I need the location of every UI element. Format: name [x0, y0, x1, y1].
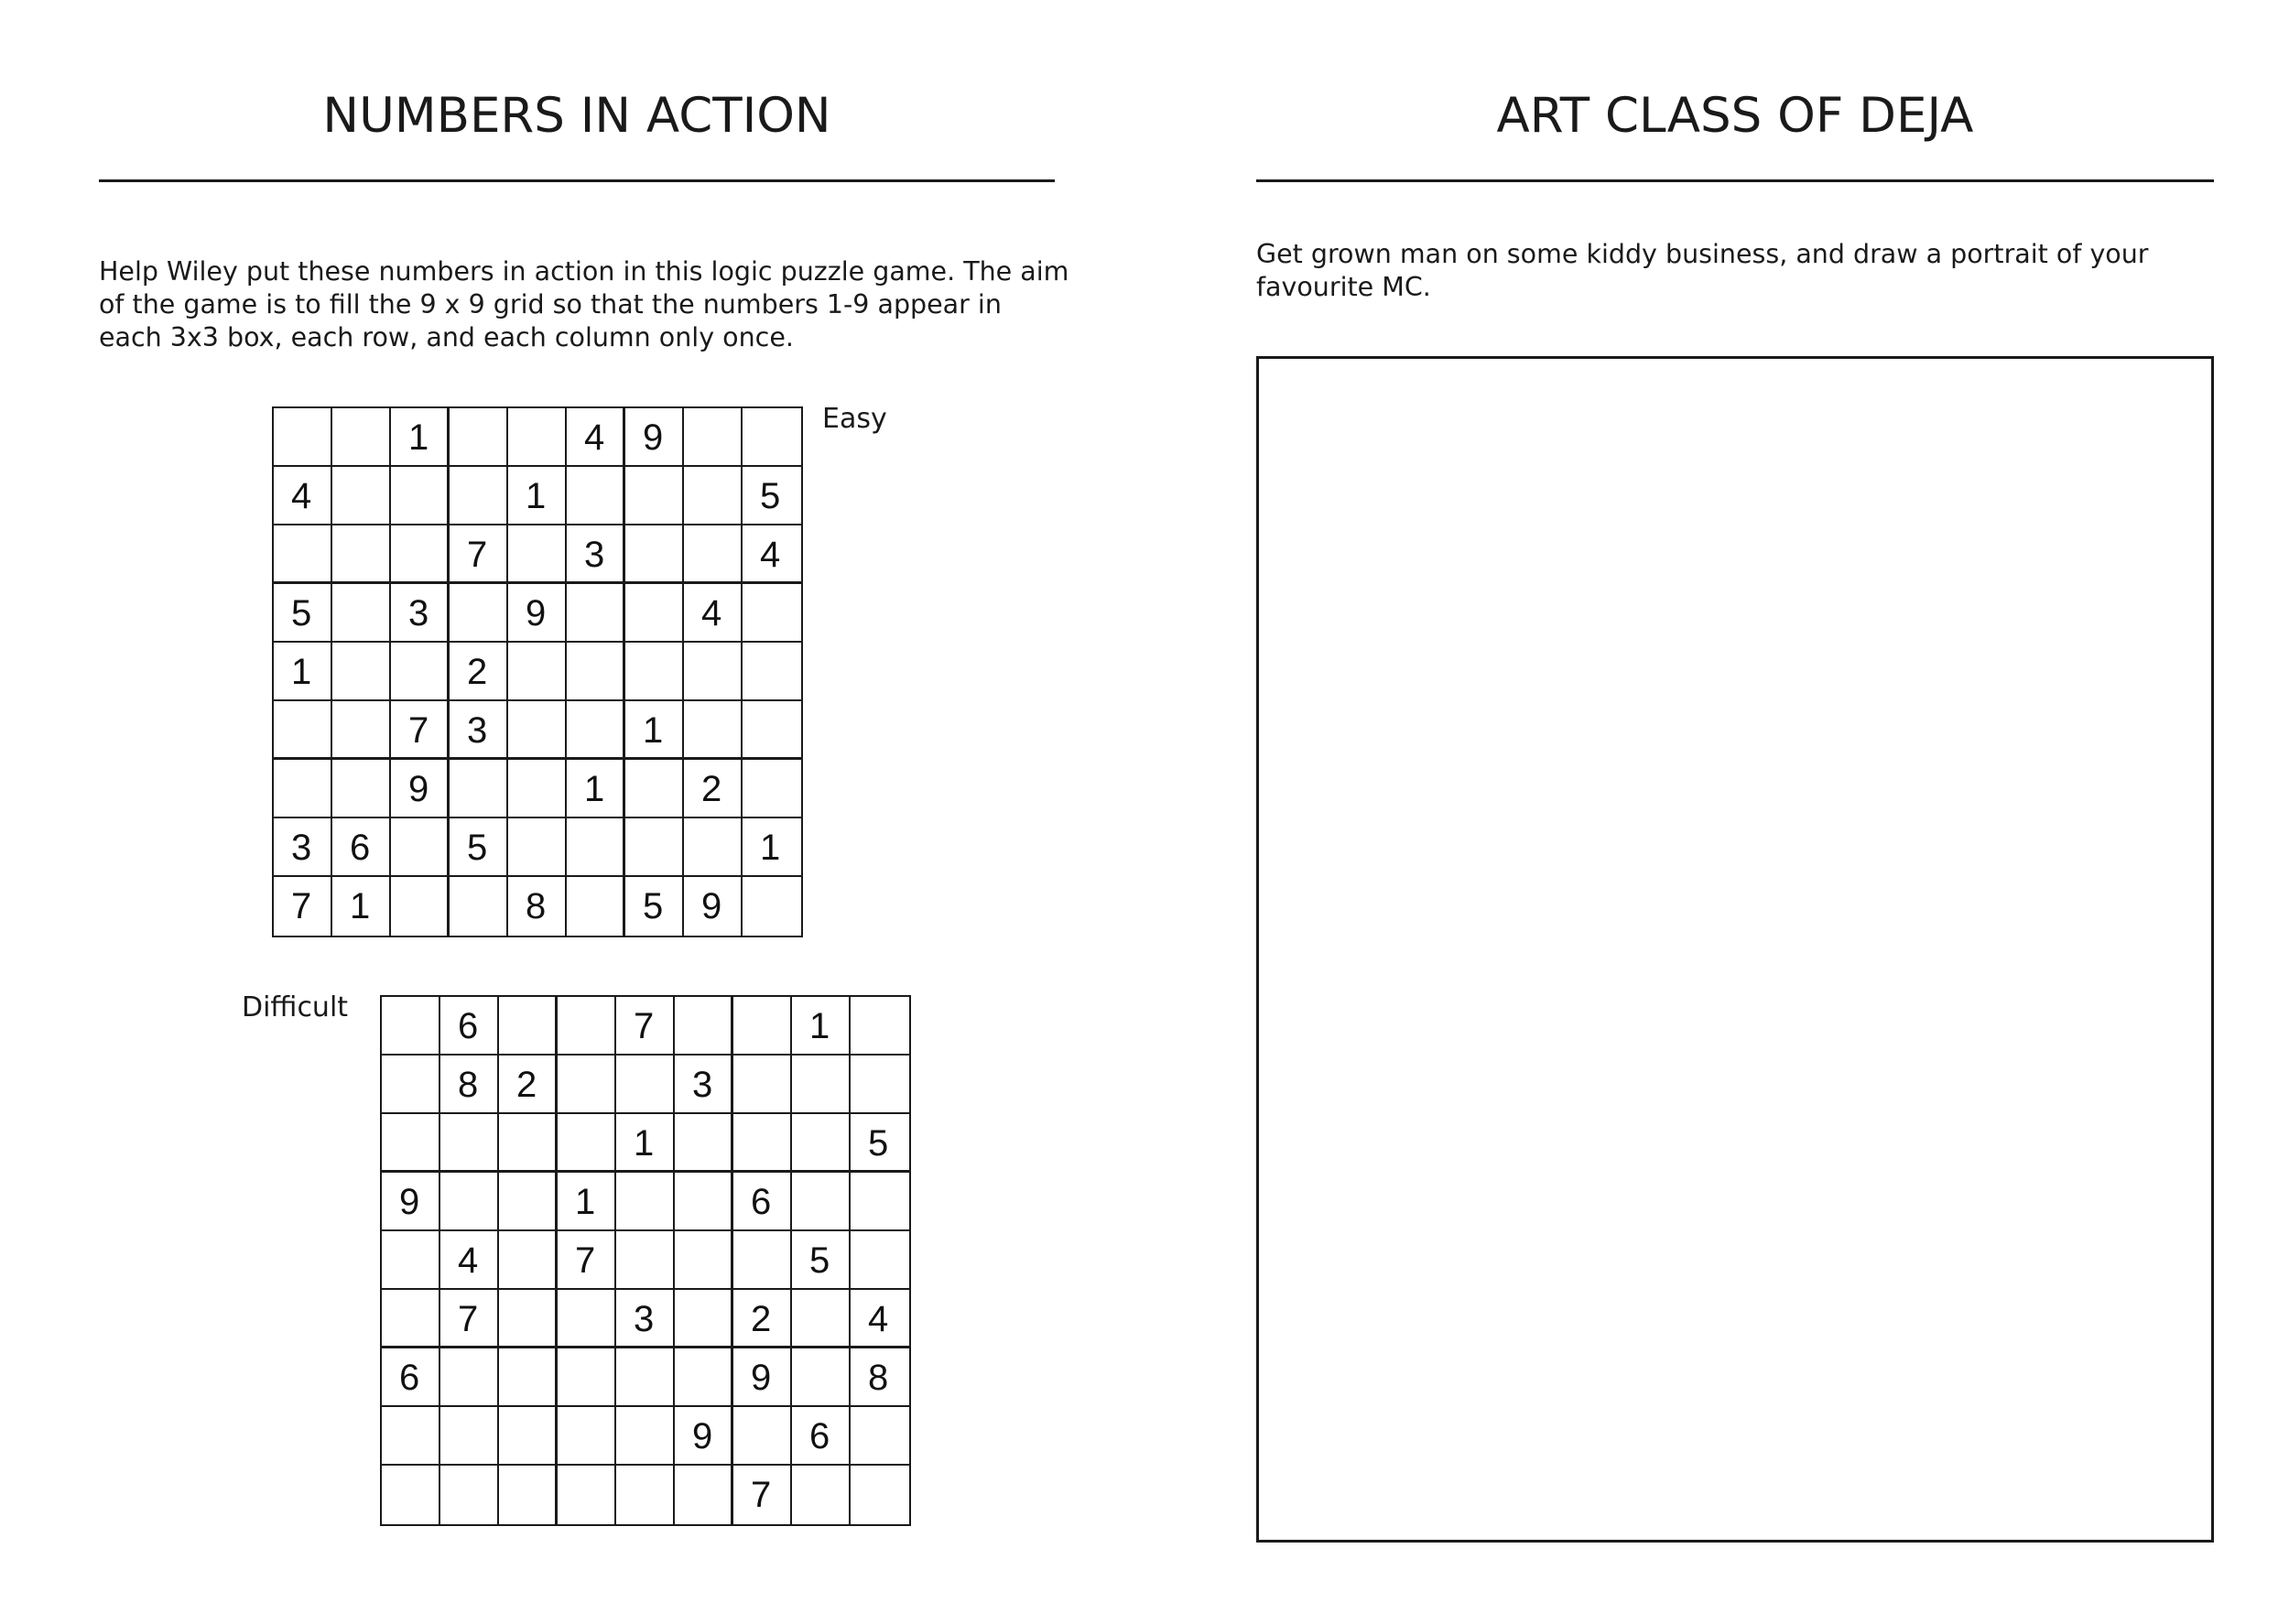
- difficult-cell-r7c2[interactable]: [440, 1348, 499, 1407]
- easy-cell-r3c5[interactable]: [508, 525, 567, 584]
- easy-cell-r3c2[interactable]: [332, 525, 391, 584]
- easy-cell-r1c8[interactable]: [684, 408, 743, 467]
- easy-cell-r5c7[interactable]: [625, 643, 684, 701]
- easy-sudoku-grid: [272, 406, 803, 937]
- difficult-cell-r8c3[interactable]: [499, 1407, 558, 1466]
- easy-cell-r8c3[interactable]: [391, 818, 450, 877]
- difficult-cell-r3c3[interactable]: [499, 1114, 558, 1173]
- easy-cell-r5c9[interactable]: [743, 643, 801, 701]
- easy-cell-r8c2[interactable]: 6: [332, 818, 391, 877]
- easy-cell-r4c2[interactable]: [332, 584, 391, 643]
- difficult-cell-r9c5[interactable]: [616, 1466, 675, 1524]
- easy-cell-r2c5[interactable]: 1: [508, 467, 567, 525]
- easy-cell-r3c9[interactable]: 4: [743, 525, 801, 584]
- difficult-cell-r1c5[interactable]: 7: [616, 997, 675, 1056]
- easy-cell-r4c1[interactable]: 5: [274, 584, 332, 643]
- easy-cell-r5c1[interactable]: 1: [274, 643, 332, 701]
- easy-cell-r1c3[interactable]: 1: [391, 408, 450, 467]
- difficult-cell-r1c2[interactable]: 6: [440, 997, 499, 1056]
- difficult-cell-r9c6[interactable]: [675, 1466, 733, 1524]
- easy-cell-r6c4[interactable]: 3: [450, 701, 508, 760]
- easy-cell-r5c4[interactable]: 2: [450, 643, 508, 701]
- difficult-cell-r2c7[interactable]: [733, 1056, 792, 1114]
- easy-cell-r6c1[interactable]: [274, 701, 332, 760]
- easy-cell-r3c6[interactable]: 3: [567, 525, 625, 584]
- easy-cell-r6c2[interactable]: [332, 701, 391, 760]
- difficult-cell-r7c5[interactable]: [616, 1348, 675, 1407]
- easy-cell-r9c8[interactable]: 9: [684, 877, 743, 936]
- easy-cell-r4c9[interactable]: [743, 584, 801, 643]
- difficult-cell-r1c8[interactable]: 1: [792, 997, 851, 1056]
- easy-cell-r6c6[interactable]: [567, 701, 625, 760]
- difficult-cell-r1c4[interactable]: [558, 997, 616, 1056]
- easy-cell-r2c1[interactable]: 4: [274, 467, 332, 525]
- difficult-cell-r6c5[interactable]: 3: [616, 1290, 675, 1348]
- easy-cell-r4c8[interactable]: 4: [684, 584, 743, 643]
- easy-cell-r8c7[interactable]: [625, 818, 684, 877]
- easy-cell-r7c1[interactable]: [274, 760, 332, 818]
- difficult-cell-r3c2[interactable]: [440, 1114, 499, 1173]
- difficult-cell-r1c7[interactable]: [733, 997, 792, 1056]
- easy-cell-r1c2[interactable]: [332, 408, 391, 467]
- difficult-cell-r5c8[interactable]: 5: [792, 1231, 851, 1290]
- easy-cell-r2c8[interactable]: [684, 467, 743, 525]
- easy-cell-r8c9[interactable]: 1: [743, 818, 801, 877]
- difficult-cell-r5c9[interactable]: [851, 1231, 909, 1290]
- easy-cell-r3c1[interactable]: [274, 525, 332, 584]
- easy-cell-r8c8[interactable]: [684, 818, 743, 877]
- easy-cell-r4c3[interactable]: 3: [391, 584, 450, 643]
- difficult-cell-r9c7[interactable]: 7: [733, 1466, 792, 1524]
- easy-cell-r6c8[interactable]: [684, 701, 743, 760]
- difficult-cell-r6c3[interactable]: [499, 1290, 558, 1348]
- difficult-cell-r2c9[interactable]: [851, 1056, 909, 1114]
- easy-cell-r7c6[interactable]: 1: [567, 760, 625, 818]
- difficult-cell-r2c3[interactable]: 2: [499, 1056, 558, 1114]
- difficult-cell-r4c1[interactable]: 9: [382, 1173, 440, 1231]
- difficult-cell-r4c6[interactable]: [675, 1173, 733, 1231]
- difficult-cell-r8c7[interactable]: [733, 1407, 792, 1466]
- easy-cell-r7c4[interactable]: [450, 760, 508, 818]
- easy-cell-r6c3[interactable]: 7: [391, 701, 450, 760]
- difficult-cell-r9c8[interactable]: [792, 1466, 851, 1524]
- difficult-cell-r2c5[interactable]: [616, 1056, 675, 1114]
- difficult-cell-r3c1[interactable]: [382, 1114, 440, 1173]
- difficult-cell-r5c4[interactable]: 7: [558, 1231, 616, 1290]
- difficult-cell-r4c9[interactable]: [851, 1173, 909, 1231]
- easy-cell-r8c1[interactable]: 3: [274, 818, 332, 877]
- easy-cell-r7c3[interactable]: 9: [391, 760, 450, 818]
- easy-cell-r9c5[interactable]: 8: [508, 877, 567, 936]
- easy-cell-r1c6[interactable]: 4: [567, 408, 625, 467]
- drawing-instructions: Get grown man on some kiddy business, and draw a portrait of your favourite MC.: [1256, 239, 2149, 302]
- right-page-title: ART CLASS OF DEJA: [1496, 88, 1974, 144]
- easy-cell-r3c8[interactable]: [684, 525, 743, 584]
- easy-cell-r7c5[interactable]: [508, 760, 567, 818]
- easy-cell-r7c2[interactable]: [332, 760, 391, 818]
- difficult-cell-r4c7[interactable]: 6: [733, 1173, 792, 1231]
- difficult-cell-r8c9[interactable]: [851, 1407, 909, 1466]
- difficult-cell-r4c3[interactable]: [499, 1173, 558, 1231]
- easy-cell-r4c4[interactable]: [450, 584, 508, 643]
- easy-cell-r8c5[interactable]: [508, 818, 567, 877]
- easy-cell-r9c7[interactable]: 5: [625, 877, 684, 936]
- easy-cell-r4c5[interactable]: 9: [508, 584, 567, 643]
- easy-cell-r5c3[interactable]: [391, 643, 450, 701]
- easy-cell-r2c6[interactable]: [567, 467, 625, 525]
- difficult-cell-r7c1[interactable]: 6: [382, 1348, 440, 1407]
- easy-cell-r7c9[interactable]: [743, 760, 801, 818]
- difficult-cell-r4c8[interactable]: [792, 1173, 851, 1231]
- easy-cell-r4c7[interactable]: [625, 584, 684, 643]
- difficult-cell-r6c9[interactable]: 4: [851, 1290, 909, 1348]
- easy-cell-r2c4[interactable]: [450, 467, 508, 525]
- difficult-cell-r6c2[interactable]: 7: [440, 1290, 499, 1348]
- sudoku-instructions: Help Wiley put these numbers in action in this logic puzzle game. The aim of the game is to fill the 9 x 9 grid so that the numbers 1-9 appear in each 3x3 box, each row, and each column only once.: [99, 256, 1069, 352]
- easy-cell-r3c7[interactable]: [625, 525, 684, 584]
- easy-cell-r7c7[interactable]: [625, 760, 684, 818]
- easy-cell-r6c9[interactable]: [743, 701, 801, 760]
- easy-cell-r9c1[interactable]: 7: [274, 877, 332, 936]
- difficult-cell-r3c6[interactable]: [675, 1114, 733, 1173]
- easy-cell-r2c7[interactable]: [625, 467, 684, 525]
- easy-cell-r2c3[interactable]: [391, 467, 450, 525]
- easy-cell-r1c9[interactable]: [743, 408, 801, 467]
- easy-cell-r9c4[interactable]: [450, 877, 508, 936]
- easy-cell-r1c1[interactable]: [274, 408, 332, 467]
- easy-cell-r5c6[interactable]: [567, 643, 625, 701]
- difficult-cell-r4c4[interactable]: 1: [558, 1173, 616, 1231]
- difficult-cell-r2c1[interactable]: [382, 1056, 440, 1114]
- difficult-cell-r5c2[interactable]: 4: [440, 1231, 499, 1290]
- difficult-cell-r9c3[interactable]: [499, 1466, 558, 1524]
- difficult-cell-r1c3[interactable]: [499, 997, 558, 1056]
- difficult-cell-r5c7[interactable]: [733, 1231, 792, 1290]
- left-title-rule: [99, 179, 1055, 182]
- difficult-cell-r9c1[interactable]: [382, 1466, 440, 1524]
- easy-cell-r4c6[interactable]: [567, 584, 625, 643]
- difficult-cell-r7c6[interactable]: [675, 1348, 733, 1407]
- easy-cell-r2c9[interactable]: 5: [743, 467, 801, 525]
- difficult-cell-r2c2[interactable]: 8: [440, 1056, 499, 1114]
- difficult-sudoku-grid: [380, 995, 911, 1526]
- difficult-cell-r2c4[interactable]: [558, 1056, 616, 1114]
- difficult-cell-r7c9[interactable]: 8: [851, 1348, 909, 1407]
- easy-cell-r1c5[interactable]: [508, 408, 567, 467]
- difficult-cell-r3c5[interactable]: 1: [616, 1114, 675, 1173]
- right-title-rule: [1256, 179, 2214, 182]
- difficult-cell-r9c2[interactable]: [440, 1466, 499, 1524]
- difficult-cell-r7c4[interactable]: [558, 1348, 616, 1407]
- difficult-cell-r5c6[interactable]: [675, 1231, 733, 1290]
- difficult-cell-r8c2[interactable]: [440, 1407, 499, 1466]
- difficult-cell-r1c1[interactable]: [382, 997, 440, 1056]
- easy-label: Easy: [822, 403, 887, 435]
- difficult-cell-r7c7[interactable]: 9: [733, 1348, 792, 1407]
- easy-cell-r2c2[interactable]: [332, 467, 391, 525]
- difficult-cell-r9c4[interactable]: [558, 1466, 616, 1524]
- easy-cell-r5c5[interactable]: [508, 643, 567, 701]
- difficult-cell-r3c7[interactable]: [733, 1114, 792, 1173]
- easy-cell-r9c6[interactable]: [567, 877, 625, 936]
- difficult-cell-r5c3[interactable]: [499, 1231, 558, 1290]
- difficult-cell-r3c4[interactable]: [558, 1114, 616, 1173]
- left-page-title: NUMBERS IN ACTION: [322, 88, 831, 144]
- difficult-cell-r6c8[interactable]: [792, 1290, 851, 1348]
- easy-cell-r9c9[interactable]: [743, 877, 801, 936]
- difficult-cell-r3c8[interactable]: [792, 1114, 851, 1173]
- easy-cell-r8c6[interactable]: [567, 818, 625, 877]
- portrait-drawing-area[interactable]: [1256, 356, 2214, 1543]
- difficult-cell-r4c5[interactable]: [616, 1173, 675, 1231]
- difficult-cell-r3c9[interactable]: 5: [851, 1114, 909, 1173]
- difficult-cell-r8c4[interactable]: [558, 1407, 616, 1466]
- difficult-cell-r6c1[interactable]: [382, 1290, 440, 1348]
- difficult-cell-r2c8[interactable]: [792, 1056, 851, 1114]
- difficult-cell-r1c6[interactable]: [675, 997, 733, 1056]
- difficult-cell-r5c1[interactable]: [382, 1231, 440, 1290]
- difficult-cell-r8c5[interactable]: [616, 1407, 675, 1466]
- difficult-cell-r6c4[interactable]: [558, 1290, 616, 1348]
- easy-cell-r5c2[interactable]: [332, 643, 391, 701]
- difficult-cell-r6c6[interactable]: [675, 1290, 733, 1348]
- difficult-cell-r6c7[interactable]: 2: [733, 1290, 792, 1348]
- difficult-cell-r9c9[interactable]: [851, 1466, 909, 1524]
- easy-cell-r5c8[interactable]: [684, 643, 743, 701]
- easy-cell-r3c3[interactable]: [391, 525, 450, 584]
- easy-cell-r9c3[interactable]: [391, 877, 450, 936]
- easy-cell-r1c7[interactable]: 9: [625, 408, 684, 467]
- difficult-cell-r2c6[interactable]: 3: [675, 1056, 733, 1114]
- difficult-label: Difficult: [242, 991, 349, 1023]
- difficult-cell-r8c1[interactable]: [382, 1407, 440, 1466]
- difficult-cell-r5c5[interactable]: [616, 1231, 675, 1290]
- difficult-cell-r8c8[interactable]: 6: [792, 1407, 851, 1466]
- difficult-cell-r8c6[interactable]: 9: [675, 1407, 733, 1466]
- easy-cell-r6c7[interactable]: 1: [625, 701, 684, 760]
- easy-cell-r7c8[interactable]: 2: [684, 760, 743, 818]
- difficult-cell-r1c9[interactable]: [851, 997, 909, 1056]
- easy-cell-r6c5[interactable]: [508, 701, 567, 760]
- easy-cell-r8c4[interactable]: 5: [450, 818, 508, 877]
- difficult-cell-r4c2[interactable]: [440, 1173, 499, 1231]
- difficult-cell-r7c8[interactable]: [792, 1348, 851, 1407]
- difficult-cell-r7c3[interactable]: [499, 1348, 558, 1407]
- easy-cell-r9c2[interactable]: 1: [332, 877, 391, 936]
- easy-cell-r1c4[interactable]: [450, 408, 508, 467]
- easy-cell-r3c4[interactable]: 7: [450, 525, 508, 584]
